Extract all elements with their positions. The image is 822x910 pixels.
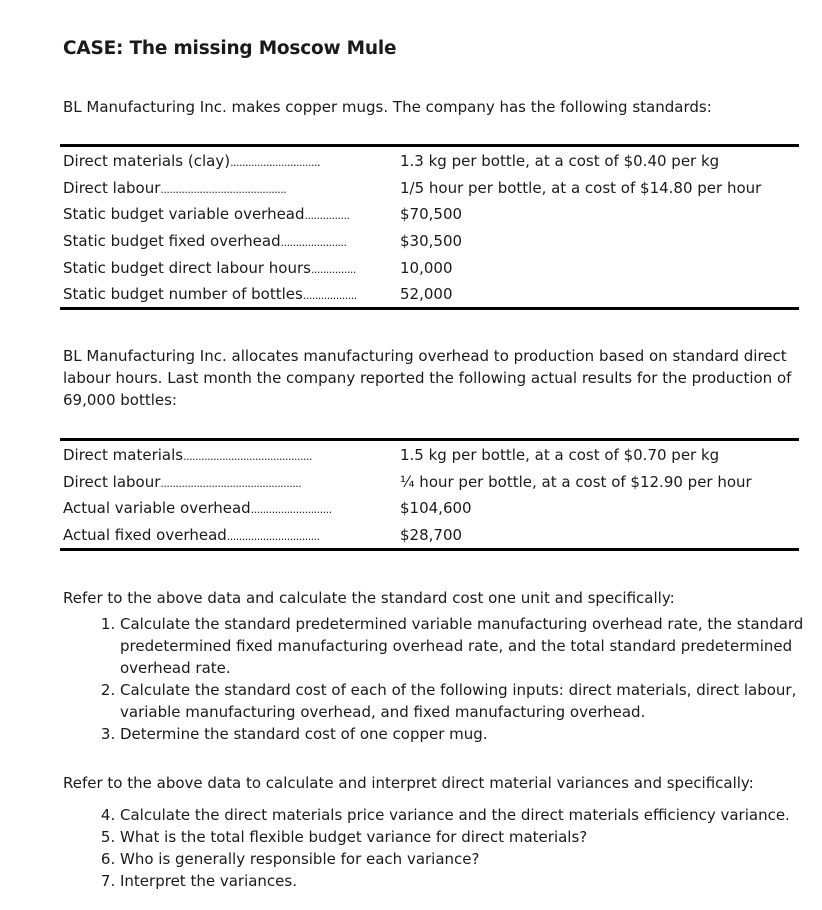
row-label: Static budget fixed overhead...................... [63,232,347,251]
section1-intro: Refer to the above data and calculate the standard cost one unit and specifically: [63,589,675,607]
row-label: Static budget direct labour hours............... [63,258,356,277]
row-label: Actual fixed overhead............................... [63,526,320,545]
standards-table [60,144,799,310]
table-row [60,147,799,174]
table-row [60,227,799,254]
list-item: 1. Calculate the standard predetermined variable manufacturing overhead rate, the standard predetermined fixed manufacturing overhead rate, and the total standard predetermined overhead rate. [120,613,810,679]
list-item: 6. Who is generally responsible for each variance? [120,848,810,870]
row-label: Direct materials........................................... [63,446,312,464]
list-item: 3. Determine the standard cost of one copper mug. [120,723,810,745]
table-row [60,441,799,468]
actuals-table [60,438,799,551]
row-label: Direct materials (clay).............................. [63,152,320,170]
table-row [60,468,799,495]
table-row [60,174,799,201]
row-value: 1/5 hour per bottle, at a cost of $14.80 per hour [400,178,762,197]
section1-question-list [63,613,810,745]
row-label: Direct labour.......................................... [63,178,287,197]
row-label: Static budget number of bottles.................. [63,285,357,304]
row-value: 1.3 kg per bottle, at a cost of $0.40 per kg [400,152,720,170]
list-item: 5. What is the total flexible budget variance for direct materials? [120,826,810,848]
row-value: 1.5 kg per bottle, at a cost of $0.70 per kg [400,446,720,464]
allocation-paragraph: BL Manufacturing Inc. allocates manufacturing overhead to production based on standard direct labour hours. Last month the company reported the following actual results for the production of 69,000 bottles: [63,347,792,409]
list-item: 2. Calculate the standard cost of each of the following inputs: direct materials, direct labour, variable manufacturing overhead, and fixed manufacturing overhead. [120,679,810,723]
table-row [60,494,799,521]
list-item: 4. Calculate the direct materials price variance and the direct materials efficiency variance. [120,804,810,826]
row-value: $104,600 [400,499,472,518]
row-value: ¼ hour per bottle, at a cost of $12.90 per hour [400,472,752,491]
table-row [60,521,799,548]
case-title: CASE: The missing Moscow Mule [63,38,397,59]
table-row [60,280,799,307]
section2-question-list [63,804,810,892]
table-row [60,254,799,281]
row-label: Static budget variable overhead............... [63,205,350,224]
section2-intro: Refer to the above data to calculate and interpret direct material variances and specifically: [63,774,754,792]
row-value: 52,000 [400,285,453,304]
row-value: 10,000 [400,258,453,277]
row-value: $70,500 [400,205,463,224]
row-value: $28,700 [400,526,463,545]
row-label: Direct labour............................................... [63,472,302,491]
list-item: 7. Interpret the variances. [120,870,810,892]
intro-paragraph: BL Manufacturing Inc. makes copper mugs. The company has the following standards: [63,98,712,116]
table-row [60,200,799,227]
row-value: $30,500 [400,232,463,251]
row-label: Actual variable overhead........................... [63,499,332,518]
